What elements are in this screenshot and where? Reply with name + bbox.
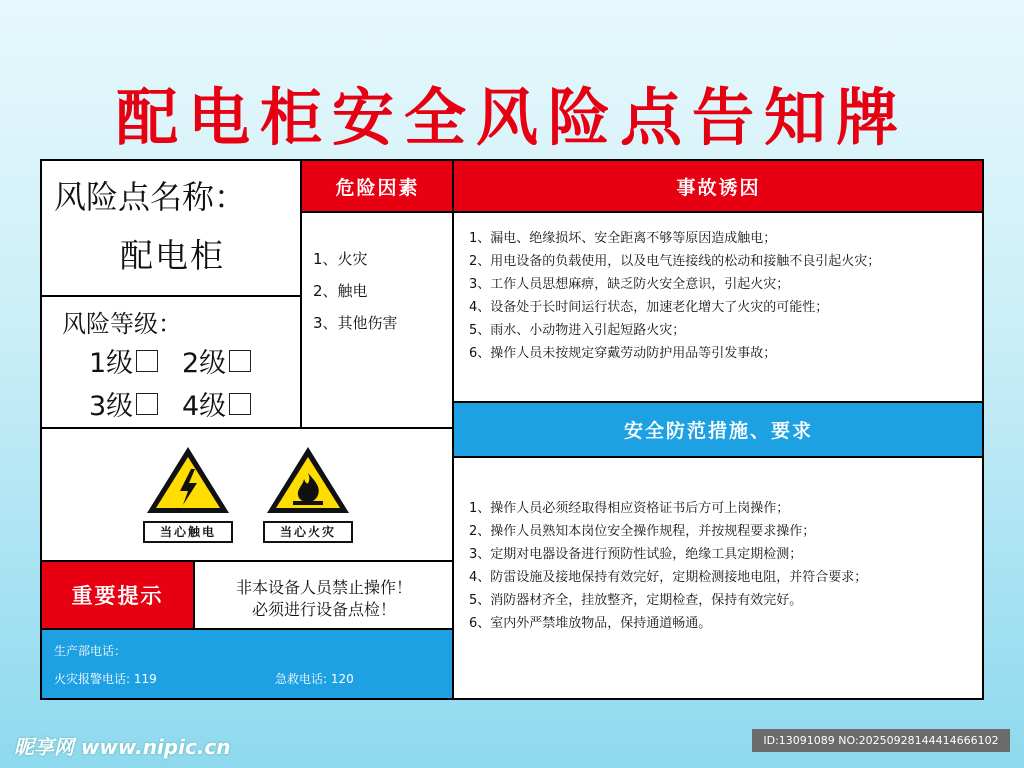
divider-h7 <box>452 456 984 458</box>
risk-level-1-label: 1级 <box>89 348 134 379</box>
measures-header: 安全防范措施、要求 <box>454 402 983 456</box>
hazards-header: 危险因素 <box>302 161 453 212</box>
cause-item: 1、漏电、绝缘损坏、安全距离不够等原因造成触电； <box>469 231 777 246</box>
image-id-bar: ID:13091089 NO:20250928144414666102 <box>752 729 1010 752</box>
measure-item: 2、操作人员熟知本岗位安全操作规程，并按规程要求操作； <box>469 524 816 539</box>
measure-item: 3、定期对电器设备进行预防性试验，绝缘工具定期检测； <box>469 547 803 562</box>
causes-header: 事故诱因 <box>454 161 983 212</box>
ambulance-phone: 急救电话: 120 <box>275 672 354 686</box>
risk-level-4 <box>182 384 251 423</box>
border-right <box>982 159 984 700</box>
contacts-panel <box>41 629 453 699</box>
notice-line-2: 必须进行设备点检！ <box>251 600 396 619</box>
divider-v2 <box>452 159 454 700</box>
causes-list <box>469 227 967 365</box>
divider-v1 <box>300 159 302 429</box>
measure-item: 1、操作人员必须经取得相应资格证书后方可上岗操作； <box>469 501 790 516</box>
divider-h3 <box>40 560 454 562</box>
measure-item: 5、消防器材齐全，挂放整齐，定期检查，保持有效完好。 <box>469 593 803 608</box>
fire-warning-sign <box>263 443 353 547</box>
fire-warning-label: 当心火灾 <box>263 521 353 543</box>
measures-list <box>469 497 967 635</box>
border-left <box>40 159 42 700</box>
risk-level-2-label: 2级 <box>182 348 227 379</box>
hazard-item: 3、其他伤害 <box>313 314 398 332</box>
electric-hazard-icon <box>143 443 233 517</box>
risk-level-3 <box>89 384 158 423</box>
fire-phone: 火灾报警电话: 119 <box>54 672 157 686</box>
notice-text <box>195 577 453 621</box>
fire-hazard-icon <box>263 443 353 517</box>
risk-level-4-checkbox[interactable] <box>229 393 251 415</box>
cause-item: 5、雨水、小动物进入引起短路火灾； <box>469 323 686 338</box>
electric-warning-sign <box>143 443 233 547</box>
cause-item: 4、设备处于长时间运行状态，加速老化增大了火灾的可能性； <box>469 300 829 315</box>
page-title: 配电柜安全风险点告知牌 <box>115 81 908 154</box>
divider-h2 <box>40 427 454 429</box>
hazard-item: 1、火灾 <box>313 250 368 268</box>
production-phone: 生产部电话： <box>54 644 127 658</box>
measure-item: 4、防雷设施及接地保持有效完好，定期检测接地电阻，并符合要求； <box>469 570 868 585</box>
hazard-item: 2、触电 <box>313 282 368 300</box>
notice-line-1: 非本设备人员禁止操作！ <box>235 578 412 597</box>
risk-level-3-checkbox[interactable] <box>136 393 158 415</box>
divider-v3 <box>193 561 195 629</box>
border-bottom <box>40 698 984 700</box>
hazards-list <box>313 243 448 339</box>
divider-h6 <box>452 401 984 403</box>
cause-item: 2、用电设备的负载使用，以及电气连接线的松动和接触不良引起火灾； <box>469 254 881 269</box>
risk-level-label: 风险等级： <box>62 310 182 338</box>
electric-warning-label: 当心触电 <box>143 521 233 543</box>
risk-point-label: 风险点名称： <box>54 178 247 216</box>
divider-h5 <box>300 211 984 213</box>
divider-h4 <box>40 628 454 630</box>
watermark-logo: 昵享网 www.nipic.cn <box>14 735 231 759</box>
risk-point-value: 配电柜 <box>120 236 225 275</box>
measure-item: 6、室内外严禁堆放物品，保持通道畅通。 <box>469 616 712 631</box>
cause-item: 3、工作人员思想麻痹，缺乏防火安全意识，引起火灾； <box>469 277 790 292</box>
risk-level-2 <box>182 341 251 380</box>
cause-item: 6、操作人员未按规定穿戴劳动防护用品等引发事故； <box>469 346 777 361</box>
divider-h1 <box>40 295 302 297</box>
border-top <box>40 159 984 161</box>
risk-level-4-label: 4级 <box>182 391 227 422</box>
risk-level-3-label: 3级 <box>89 391 134 422</box>
risk-level-2-checkbox[interactable] <box>229 350 251 372</box>
risk-level-1-checkbox[interactable] <box>136 350 158 372</box>
notice-header: 重要提示 <box>41 562 194 628</box>
risk-level-1 <box>89 341 158 380</box>
